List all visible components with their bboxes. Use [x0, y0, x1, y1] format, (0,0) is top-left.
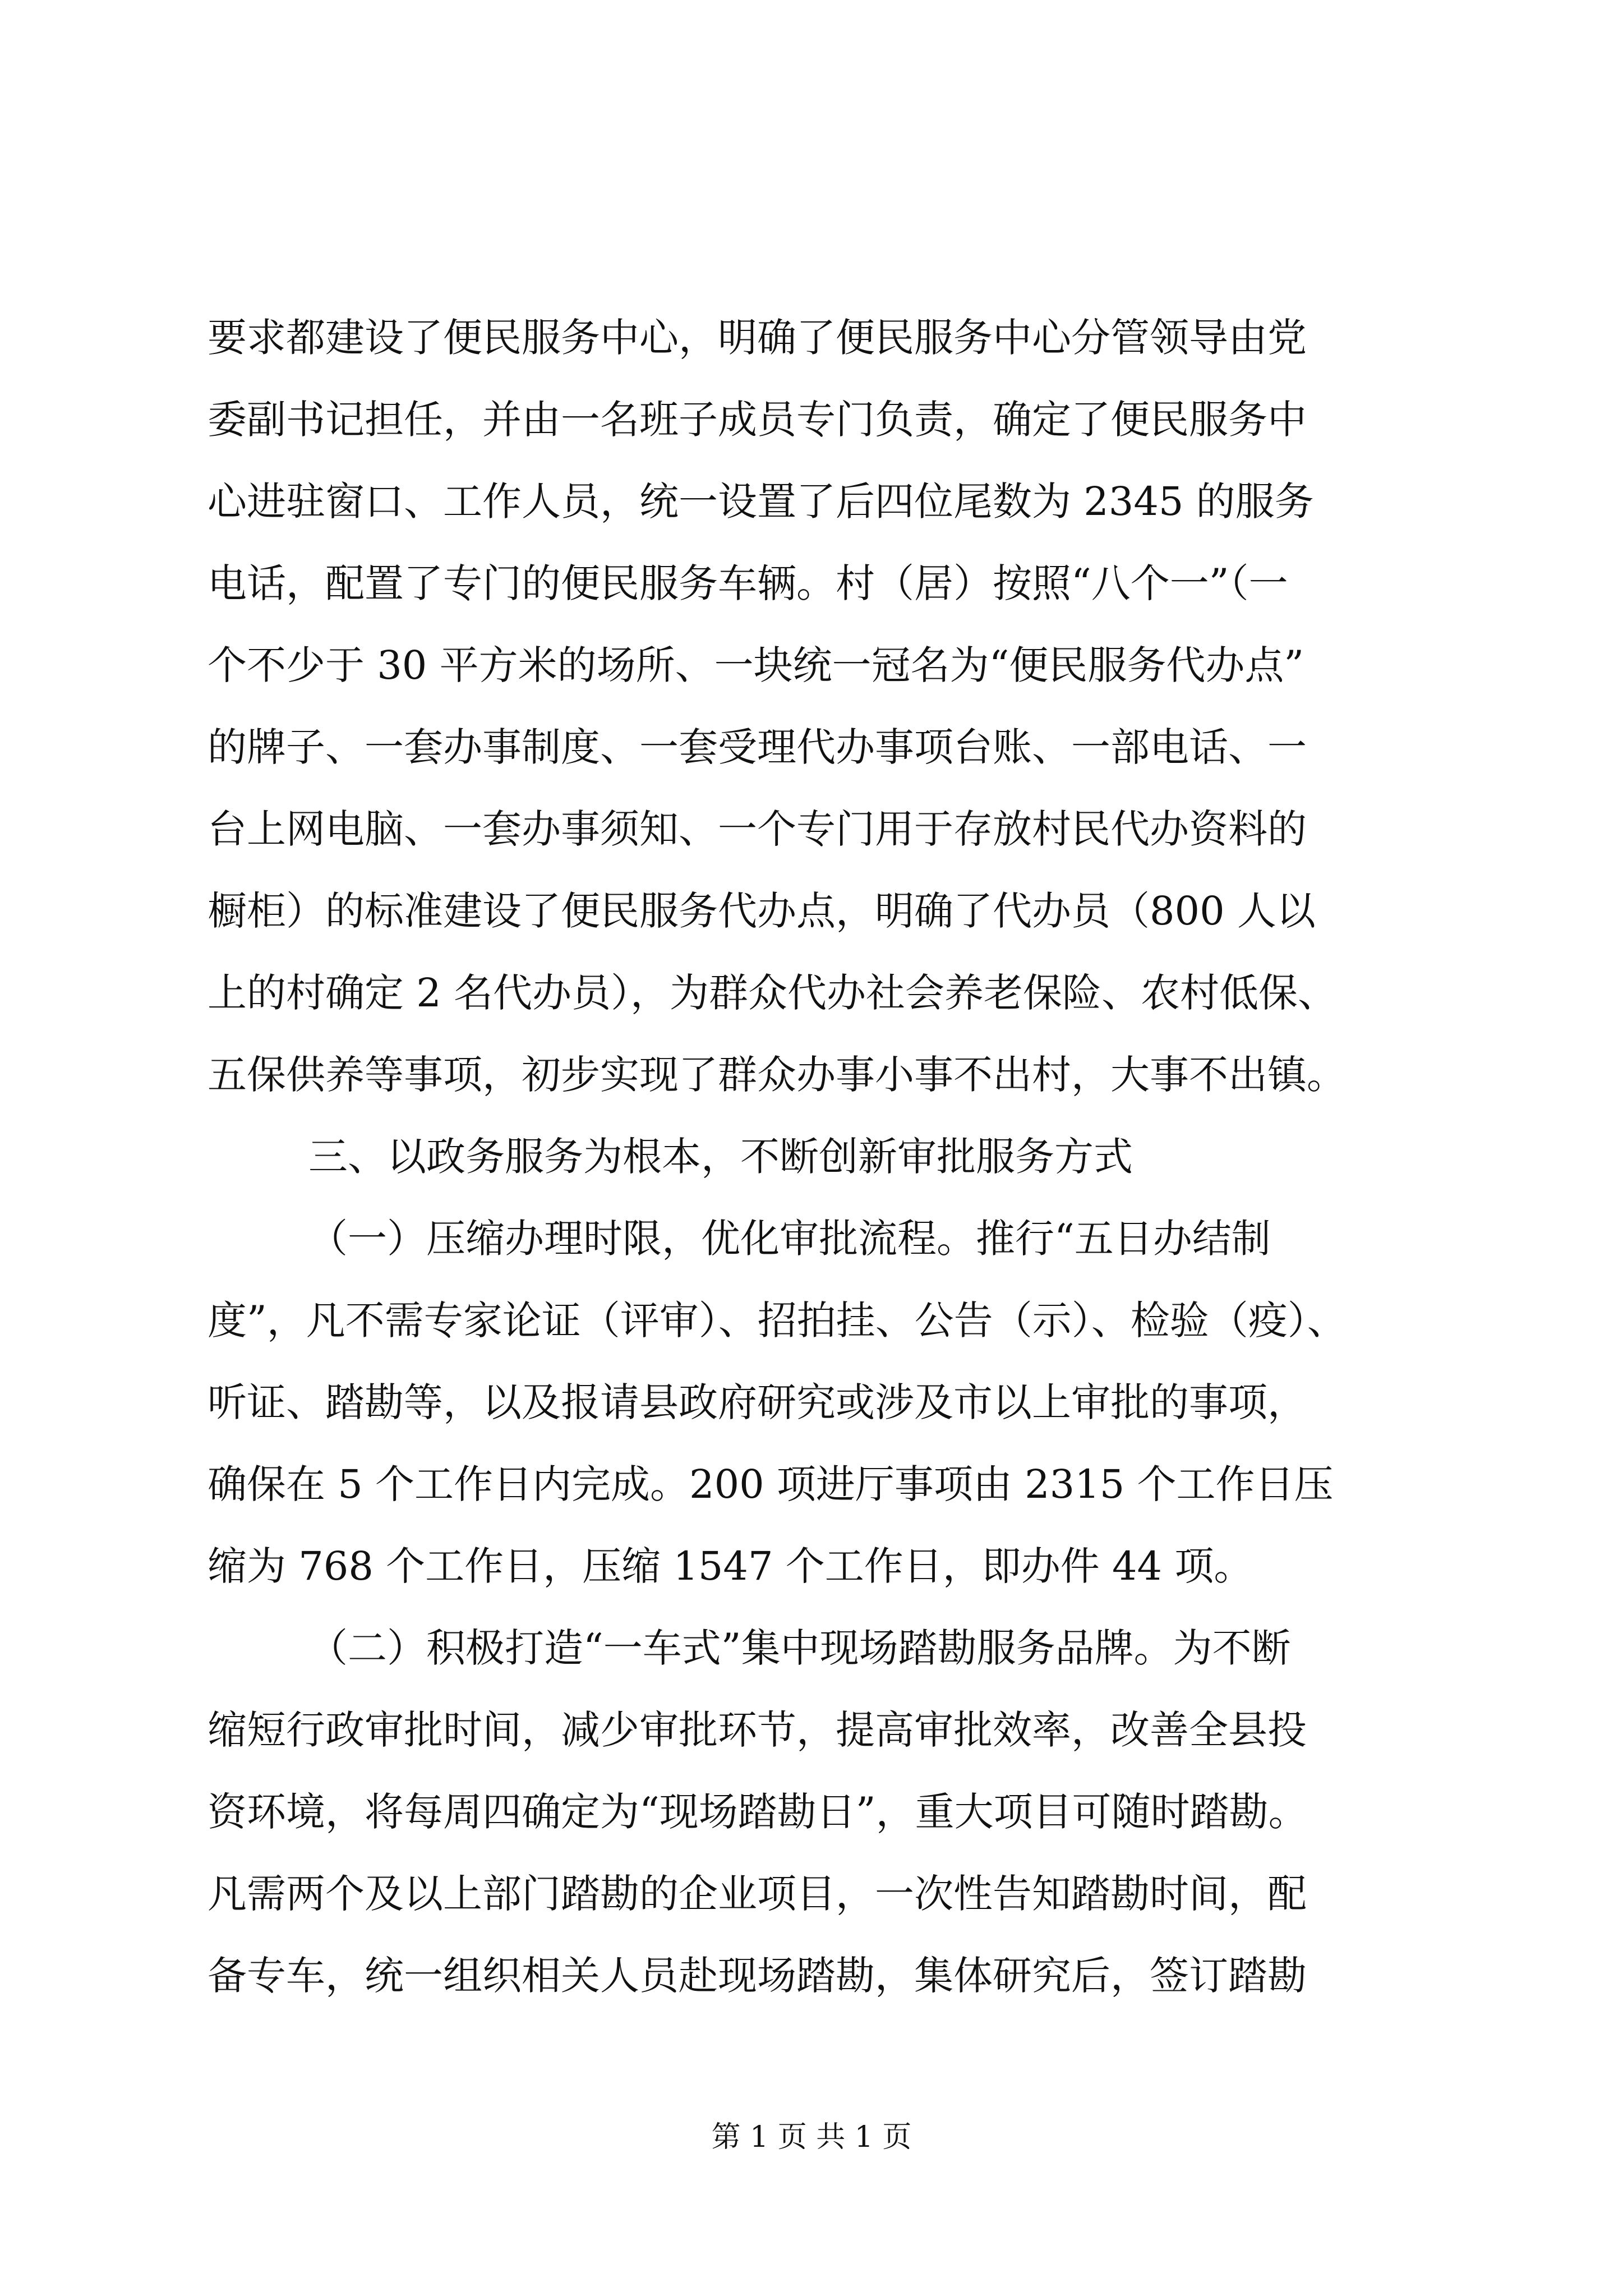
text-line: 资环境，将每周四确定为“现场踏勘日”，重大项目可随时踏勘。 [208, 1789, 1308, 1835]
text-line: 上的村确定 2 名代办员），为群众代办社会养老保险、农村低保、 [208, 970, 1338, 1016]
text-line: 的牌子、一套办事制度、一套受理代办事项台账、一部电话、一 [208, 724, 1307, 770]
text-line: 备专车，统一组织相关人员赴现场踏勘，集体研究后，签订踏勘 [208, 1953, 1307, 1999]
text-line: 凡需两个及以上部门踏勘的企业项目，一次性告知踏勘时间，配 [208, 1871, 1307, 1917]
text-line: 要求都建设了便民服务中心，明确了便民服务中心分管领导由党 [208, 315, 1307, 361]
text-line: 橱柜）的标准建设了便民服务代办点，明确了代办员（800 人以 [208, 888, 1316, 934]
page-footer: 第 1 页 共 1 页 [711, 2120, 912, 2154]
text-line: 电话，配置了专门的便民服务车辆。村（居）按照“八个一”（一 [208, 560, 1288, 606]
text-line: 个不少于 30 平方米的场所、一块统一冠名为“便民服务代办点” [208, 642, 1304, 688]
text-line: 听证、踏勘等，以及报请县政府研究或涉及市以上审批的事项， [208, 1379, 1307, 1425]
text-line: 缩短行政审批时间，减少审批环节，提高审批效率，改善全县投 [208, 1707, 1307, 1753]
text-line: 五保供养等事项，初步实现了群众办事小事不出村，大事不出镇。 [208, 1052, 1346, 1098]
text-line: （二）积极打造“一车式”集中现场踏勘服务品牌。为不断 [308, 1625, 1291, 1671]
section-heading: 三、以政务服务为根本，不断创新审批服务方式 [308, 1134, 1133, 1180]
text-line: 缩为 768 个工作日，压缩 1547 个工作日，即办件 44 项。 [208, 1543, 1253, 1589]
text-line: 确保在 5 个工作日内完成。200 项进厅事项由 2315 个工作日压 [208, 1461, 1334, 1507]
text-line: （一）压缩办理时限，优化审批流程。推行“五日办结制 [308, 1216, 1271, 1262]
text-line: 度”，凡不需专家论证（评审）、招拍挂、公告（示）、检验（疫）、 [208, 1297, 1347, 1343]
text-line: 心进驻窗口、工作人员，统一设置了后四位尾数为 2345 的服务 [208, 478, 1314, 524]
text-line: 台上网电脑、一套办事须知、一个专门用于存放村民代办资料的 [208, 806, 1307, 852]
text-line: 委副书记担任，并由一名班子成员专门负责，确定了便民服务中 [208, 397, 1307, 443]
